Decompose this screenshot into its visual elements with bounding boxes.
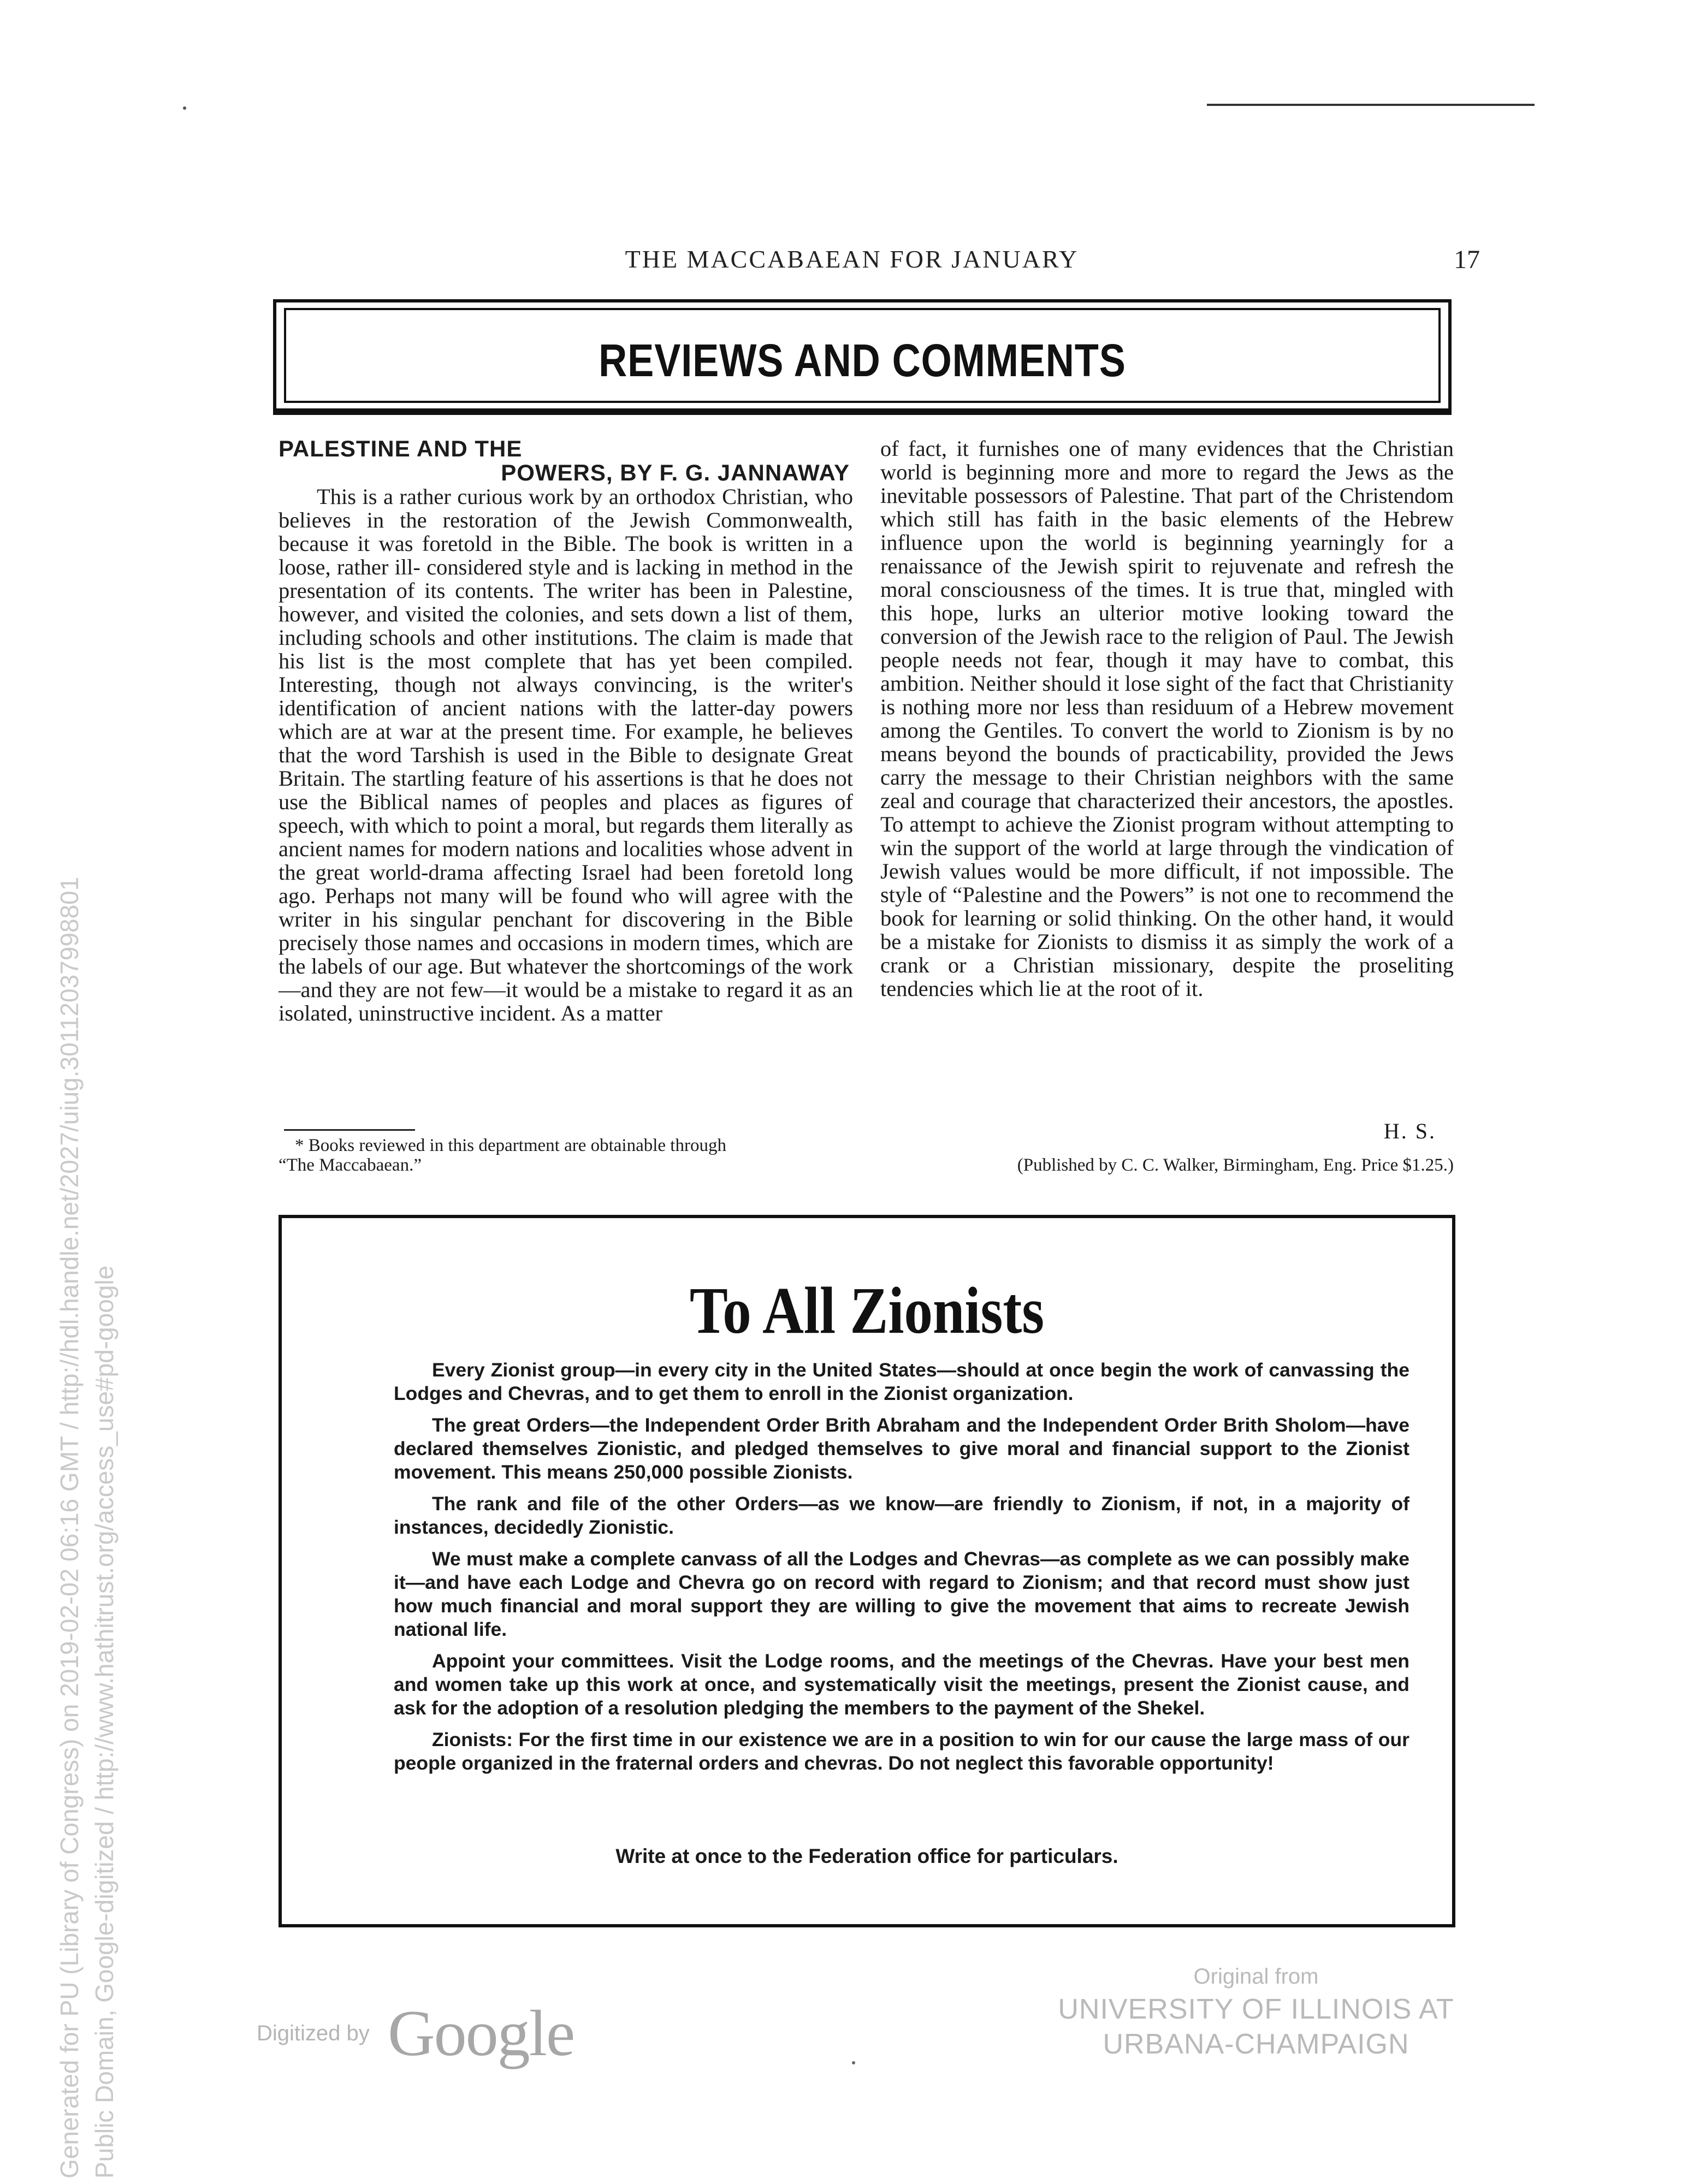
review-signature: H. S.: [1383, 1119, 1436, 1143]
appeal-paragraph: Every Zionist group—in every city in the United States—should at once begin the work of canvassing the Lodges and Chevras, and to get them to enroll in the Zionist organization.: [394, 1359, 1409, 1404]
review-text-left: This is a rather curious work by an orthodox Christian, who believes in the restoration of the Jewish Commonwealth, because it was foretold in the Bible. The book is written in a loose, rather ill- considered style and is lacking in method in the presentation of its contents. The writer has been in Palestine, however, and visited the colonies, and sets down a list of them, including schools and other institutions. The claim is made that his list is the most complete that has yet been compiled. Interesting, though not always convincing, is the writer's identification of ancient nations with the latter-day powers which are at war at the present time. For example, he believes that the word Tarshish is used in the Bible to designate Great Britain. The startling feature of his assertions is that he does not use the Biblical names of peoples and places as figures of speech, with which to point a moral, but regards them literally as ancient names for modern nations and localities whose advent in the great world-drama affecting Israel had been foretold long ago. Perhaps not many will be found who will agree with the writer in his singular penchant for discovering in the Bible precisely those names and occasions in modern times, which are the labels of our age. But whatever the shortcomings of the work—and they are not few—it would be a mistake to regard it as an isolated, uninstructive incident. As a matter: [279, 484, 853, 1025]
review-column-left: [279, 437, 853, 1025]
original-from-label: Original from: [1193, 1965, 1319, 1989]
provenance-note: [1038, 1961, 1474, 2062]
appeal-paragraph: Zionists: For the first time in our existence we are in a position to win for our cause the large mass of our people organized in the fraternal orders and chevras. Do not neglect this favorable opportunity!: [394, 1729, 1409, 1774]
watermark-line2: Public Domain, Google-digitized / http://www.hathitrust.org/access_use#pd-google: [90, 1265, 119, 2179]
footnote: [279, 1136, 853, 1175]
publisher-note: (Published by C. C. Walker, Birmingham, Eng. Price $1.25.): [1017, 1155, 1454, 1175]
footnote-rule: [284, 1129, 415, 1131]
hathitrust-watermark: [52, 814, 122, 2179]
institution-line1: UNIVERSITY OF ILLINOIS AT: [1058, 1993, 1454, 2025]
digitized-by-label: Digitized by: [257, 2021, 370, 2045]
scan-speck: [183, 106, 186, 110]
appeal-footer: Write at once to the Federation office for particulars.: [615, 1845, 1118, 1867]
scan-speck: [852, 2061, 855, 2064]
watermark-line1: Generated for PU (Library of Congress) on 2019-02-02 06:16 GMT / http://hdl.handle.net/2027/uiug.30112037998801: [55, 876, 84, 2179]
institution-line2: URBANA-CHAMPAIGN: [1103, 2028, 1409, 2060]
top-rule: [1207, 104, 1535, 106]
appeal-paragraph: We must make a complete canvass of all the Lodges and Chevras—as complete as we can possibly make it—and have each Lodge and Chevra go on record with regard to Zionism; and that record must show just how much financial and moral support they are willing to give the movement that aims to recreate Jewish national life.: [394, 1548, 1409, 1640]
page-number: 17: [1454, 245, 1480, 274]
footnote-line1: * Books reviewed in this department are obtainable through: [295, 1136, 726, 1155]
review-text-right: of fact, it furnishes one of many evidences that the Christian world is beginning more and more to regard the Jews as the inevitable possessors of Palestine. That part of the Christendom which still has faith in the basic elements of the Hebrew influence upon the world is beginning yearningly for a renaissance of the Jewish spirit to rejuvenate and refresh the moral consciousness of the times. It is true that, mingled with this hope, lurks an ulterior motive looking toward the conversion of the Jewish race to the religion of Paul. The Jewish people needs not fear, though it may have to combat, this ambition. Neither should it lose sight of the fact that Christianity is nothing more nor less than residuum of a Hebrew movement among the Gentiles. To convert the world to Zionism is by no means beyond the bounds of practicability, provided the Jews carry the message to their Christian neighbors with the same zeal and courage that characterized their ancestors, the apostles. To attempt to achieve the Zionist program without attempting to win the support of the world at large through the vindication of Jewish values would be more difficult, if not impossible. The style of “Palestine and the Powers” is not one to recommend the book for learning or solid thinking. On the other hand, it would be a mistake for Zionists to dismiss it as simply the work of a crank or a Christian missionary, despite the proseliting tendencies which lie at the root of it.: [880, 436, 1454, 1001]
footnote-line2: “The Maccabaean.”: [279, 1155, 422, 1175]
appeal-body: [394, 1358, 1409, 1783]
section-title: REVIEWS AND COMMENTS: [599, 335, 1126, 386]
review-heading-line2: POWERS, BY F. G. JANNAWAY: [501, 460, 850, 485]
review-heading-line1: PALESTINE AND THE: [279, 436, 523, 461]
digitized-by-google: [257, 1996, 584, 2072]
google-logo: Google: [388, 1997, 574, 2069]
zionist-appeal-box: [279, 1215, 1455, 1927]
appeal-title: To All Zionists: [689, 1274, 1045, 1348]
section-banner: [273, 299, 1452, 415]
appeal-paragraph: The rank and file of the other Orders—as we know—are friendly to Zionism, if not, in a majority of instances, decidedly Zionistic.: [394, 1493, 1409, 1538]
appeal-paragraph: The great Orders—the Independent Order Brith Abraham and the Independent Order Brith Sholom—have declared themselves Zionistic, and pledged themselves to give moral and financial support to the Zionist movement. This means 250,000 possible Zionists.: [394, 1414, 1409, 1483]
review-column-right: [880, 437, 1454, 1000]
appeal-paragraph: Appoint your committees. Visit the Lodge rooms, and the meetings of the Chevras. Have your best men and women take up this work at once, and systematically visit the meetings, present the Zionist cause, and ask for the adoption of a resolution pledging the members to the payment of the Shekel.: [394, 1650, 1409, 1719]
running-head: THE MACCABAEAN FOR JANUARY: [625, 245, 1079, 273]
